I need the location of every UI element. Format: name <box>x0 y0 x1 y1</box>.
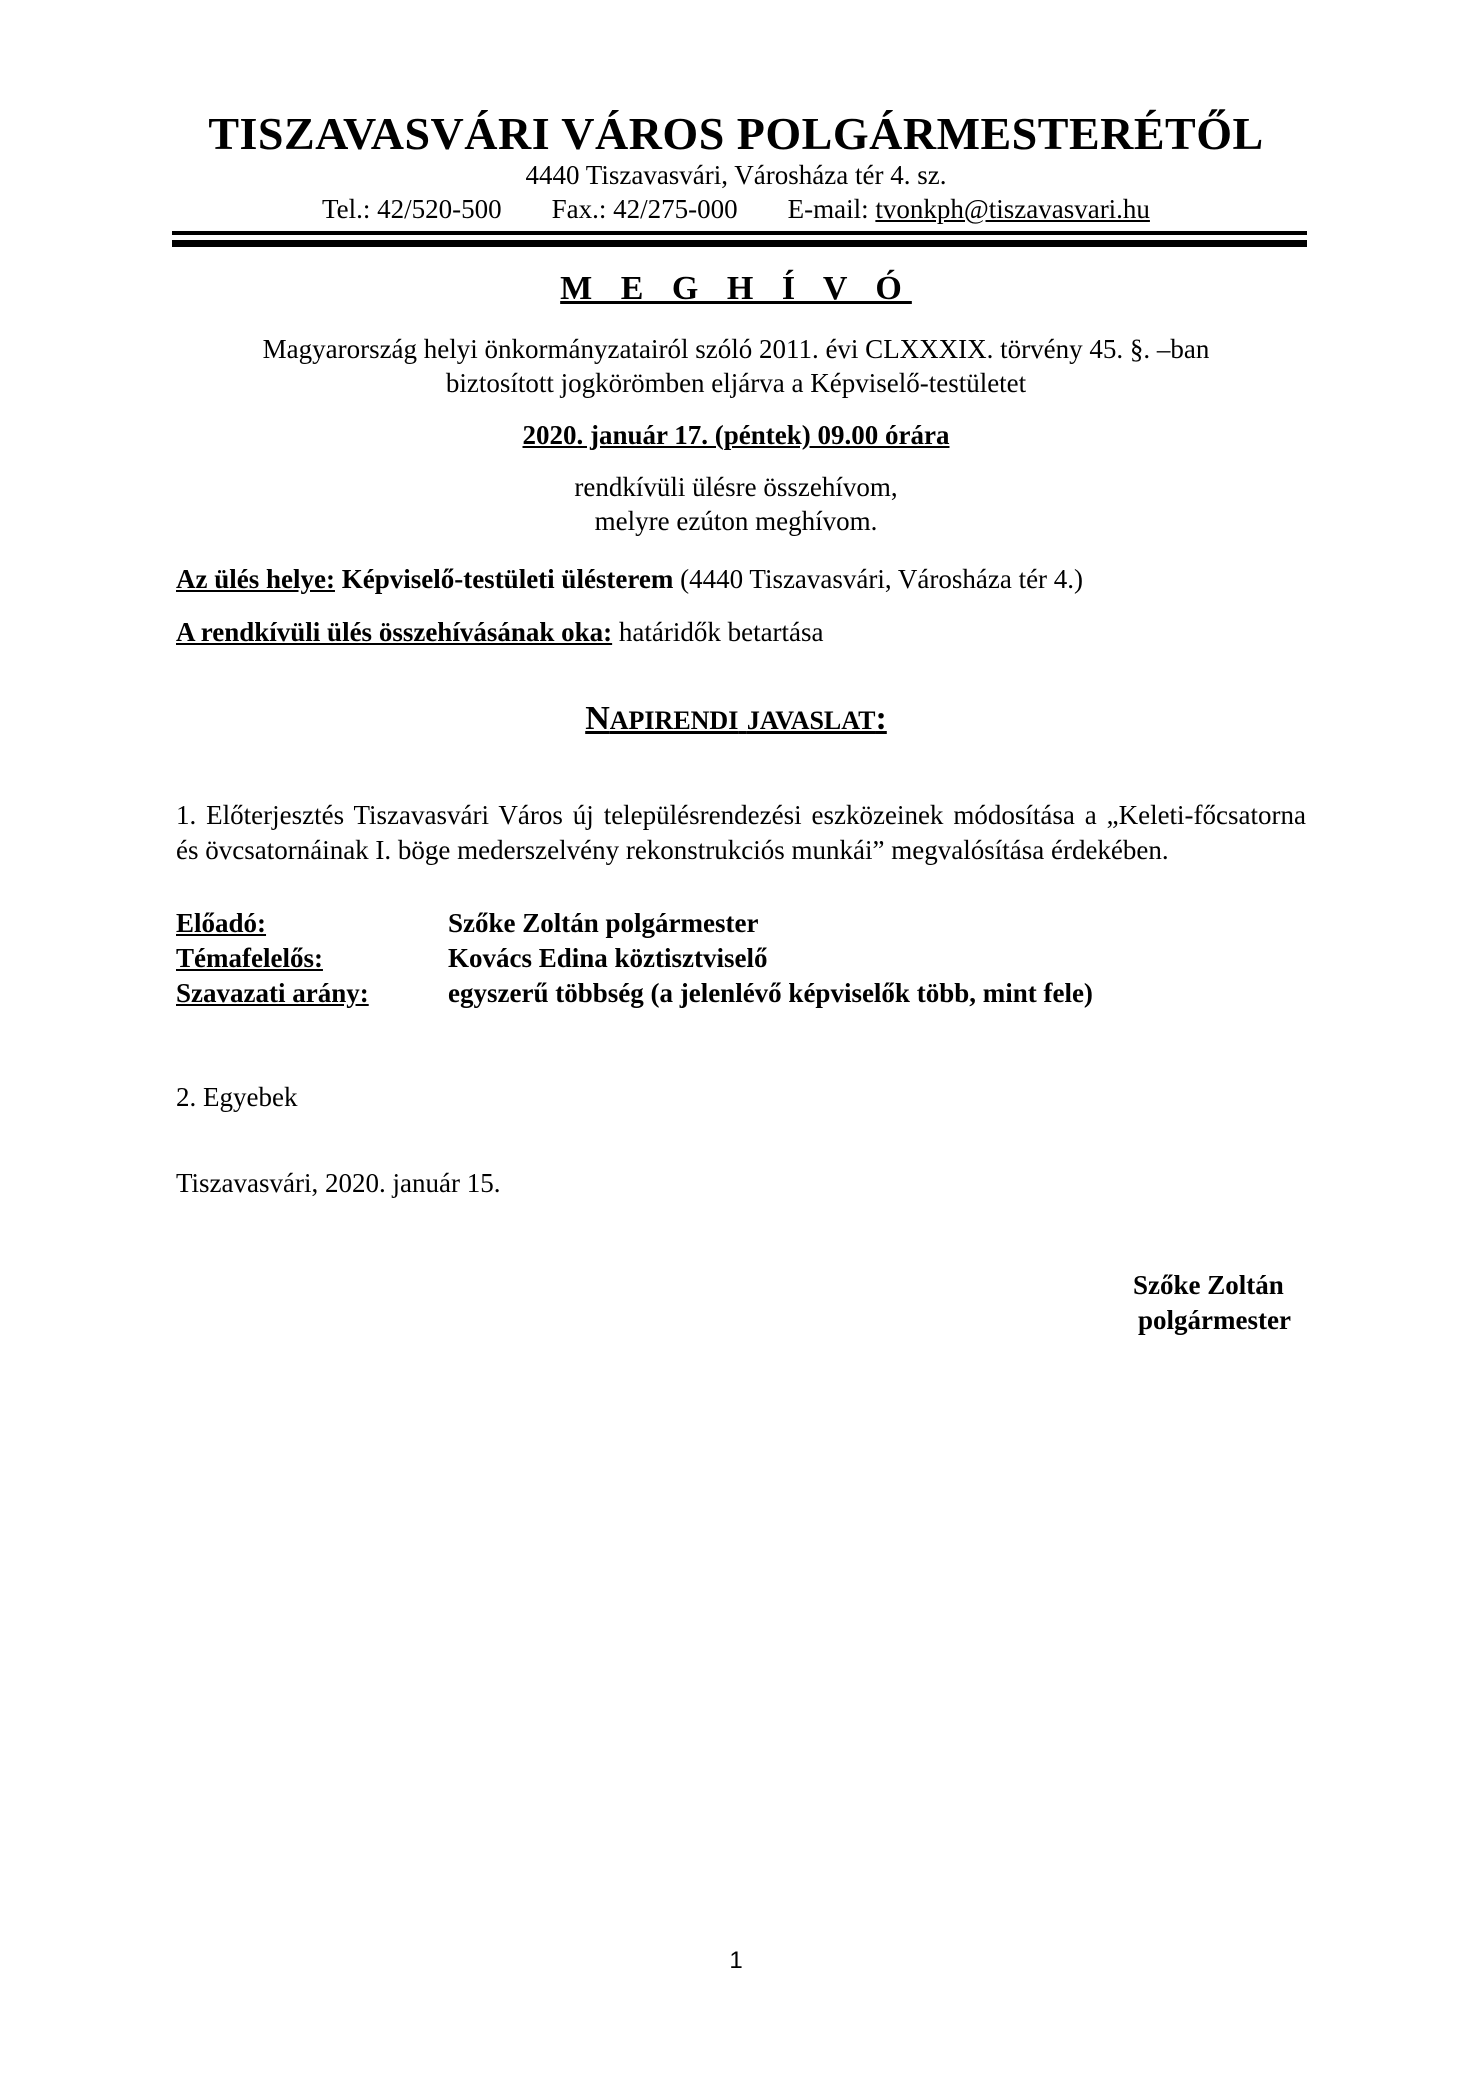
invitation-line-1: rendkívüli ülésre összehívom, <box>574 472 898 502</box>
detail-value: Szőke Zoltán polgármester <box>448 908 759 938</box>
detail-value: egyszerű többség (a jelenlévő képviselők több, mint fele) <box>448 978 1093 1008</box>
detail-label: Témafelelős: <box>176 943 323 973</box>
page-number: 1 <box>729 1947 743 1974</box>
signer-name: Szőke Zoltán <box>1133 1270 1284 1300</box>
meeting-place <box>176 564 1083 595</box>
contact-line <box>0 194 1472 225</box>
detail-value: Kovács Edina köztisztviselő <box>448 943 768 973</box>
place-and-date: Tiszavasvári, 2020. január 15. <box>176 1168 501 1198</box>
agenda-heading: NAPIRENDI JAVASLAT: <box>585 700 887 737</box>
email-link[interactable]: tvonkph@tiszavasvari.hu <box>875 194 1150 224</box>
meeting-place-address: (4440 Tiszavasvári, Városháza tér 4.) <box>680 564 1084 594</box>
agenda-item-1: 1. Előterjesztés Tiszavasvári Város új településrendezési eszközeinek módosítása a „Keleti-főcsatorna és övcsatornáinak I. böge mederszelvény rekonstrukciós munkái” megvalósítása érdekében. <box>176 800 1306 865</box>
invitation-heading: M E G H Í V Ó <box>560 270 912 307</box>
header-divider-thin <box>172 231 1307 235</box>
email-label: E-mail: <box>787 194 869 224</box>
meeting-place-value: Képviselő-testületi ülésterem <box>341 564 674 594</box>
fax-number: Fax.: 42/275-000 <box>551 194 738 224</box>
header-divider-thick <box>172 240 1307 247</box>
invitation-line-2: melyre ezúton meghívom. <box>594 506 878 536</box>
legal-basis-line-2: biztosított jogkörömben eljárva a Képviselő-testületet <box>445 368 1027 398</box>
meeting-reason <box>176 617 824 648</box>
signer-title: polgármester <box>1138 1305 1291 1335</box>
sender-address: 4440 Tiszavasvári, Városháza tér 4. sz. <box>525 160 947 190</box>
detail-label: Szavazati arány: <box>176 978 369 1008</box>
phone-number: Tel.: 42/520-500 <box>322 194 502 224</box>
meeting-reason-label: A rendkívüli ülés összehívásának oka: <box>176 617 613 647</box>
meeting-date: 2020. január 17. (péntek) 09.00 órára <box>522 420 950 450</box>
document-title: TISZAVASVÁRI VÁROS POLGÁRMESTERÉTŐL <box>208 108 1264 159</box>
legal-basis-line-1: Magyarország helyi önkormányzatairól szóló 2011. évi CLXXXIX. törvény 45. §. –ban <box>262 334 1210 364</box>
detail-label: Előadó: <box>176 908 267 938</box>
meeting-place-label: Az ülés helye: <box>176 564 335 594</box>
meeting-reason-value: határidők betartása <box>618 617 824 647</box>
agenda-item-2: 2. Egyebek <box>176 1082 298 1112</box>
